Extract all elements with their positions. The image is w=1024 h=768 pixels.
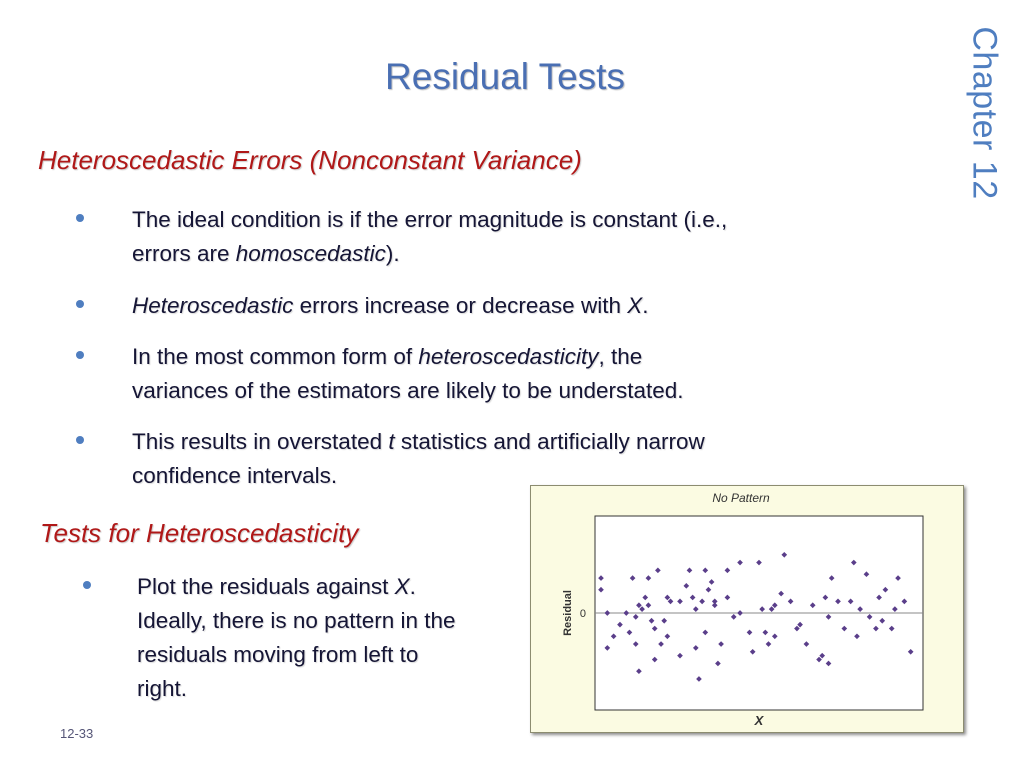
bullet-dot bbox=[76, 214, 84, 222]
chapter-tab-label: Chapter 12 bbox=[965, 26, 1004, 200]
bullet-dot bbox=[76, 351, 84, 359]
chart-title: No Pattern bbox=[712, 491, 770, 505]
section-heading-tests: Tests for Heteroscedasticity bbox=[40, 518, 359, 548]
bullet-ideal-condition: The ideal condition is if the error magnitude is constant (i.e., errors are homoscedastic). bbox=[132, 203, 852, 271]
page-number: 12-33 bbox=[60, 726, 94, 741]
y-tick-label-0: 0 bbox=[579, 608, 586, 620]
bullet-dot bbox=[83, 581, 91, 589]
bullet-errors-increase: Heteroscedastic errors increase or decrease with X. bbox=[132, 289, 852, 323]
residual-plot-figure bbox=[530, 485, 964, 733]
bullet-variances-understated: In the most common form of heteroscedasticity, the variances of the estimators are likely to be understated. bbox=[132, 340, 852, 408]
slide-title: Residual Tests bbox=[385, 56, 625, 97]
residual-scatter-chart bbox=[531, 486, 963, 732]
x-axis-label: X bbox=[754, 713, 764, 728]
bullet-plot-residuals: Plot the residuals against X. Ideally, there is no pattern in the residuals moving from left to right. bbox=[137, 570, 517, 706]
bullet-dot bbox=[76, 300, 84, 308]
y-axis-label: Residual bbox=[562, 590, 574, 636]
bullet-overstated-t: This results in overstated t statistics and artificially narrow confidence intervals. bbox=[132, 425, 852, 493]
section-heading-heteroscedastic-errors: Heteroscedastic Errors (Nonconstant Variance) bbox=[38, 145, 582, 175]
bullet-dot bbox=[76, 436, 84, 444]
chapter-tab bbox=[954, 8, 1014, 218]
